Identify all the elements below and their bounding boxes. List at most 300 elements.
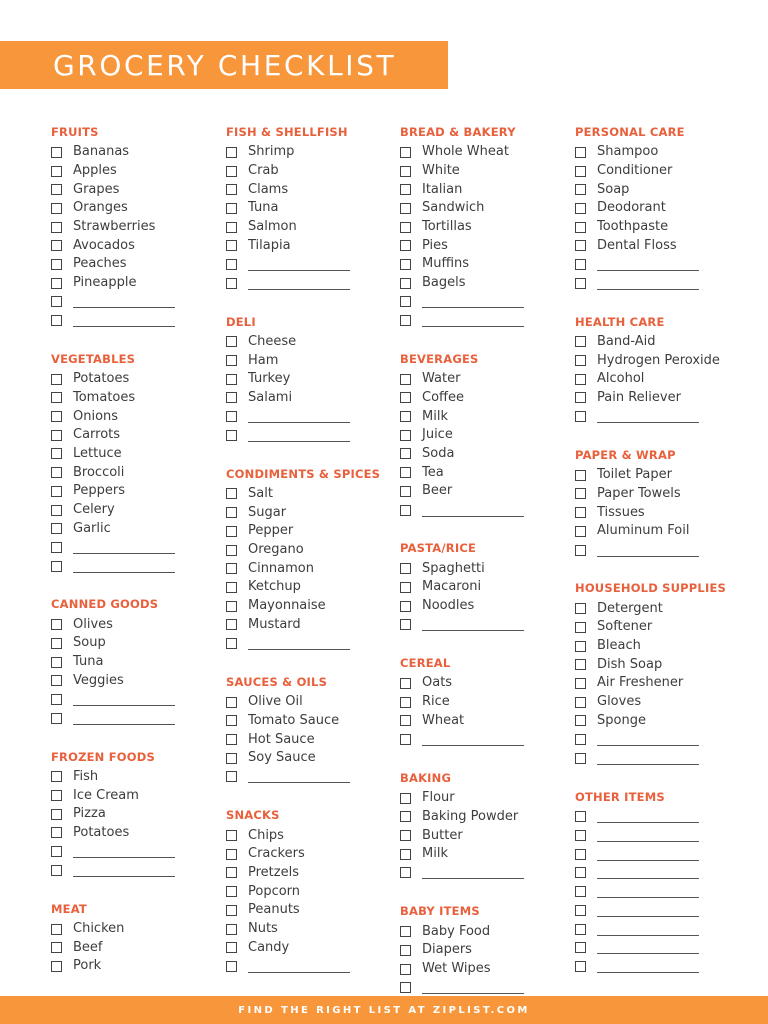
blank-checklist-item[interactable] <box>575 864 765 883</box>
checkbox[interactable] <box>51 430 62 441</box>
write-in-line[interactable] <box>597 935 699 936</box>
checkbox[interactable] <box>575 545 586 556</box>
checklist-item[interactable] <box>226 162 416 181</box>
checklist-item[interactable] <box>400 826 590 845</box>
checkbox[interactable] <box>226 336 237 347</box>
blank-checklist-item[interactable] <box>575 938 765 957</box>
checkbox[interactable] <box>575 203 586 214</box>
checkbox[interactable] <box>575 830 586 841</box>
checklist-item[interactable] <box>51 824 241 843</box>
checklist-item[interactable] <box>226 845 416 864</box>
write-in-line[interactable] <box>597 972 699 973</box>
checklist-item[interactable] <box>575 199 765 218</box>
checkbox[interactable] <box>575 697 586 708</box>
checklist-item[interactable] <box>51 501 241 520</box>
checkbox[interactable] <box>400 259 411 270</box>
checkbox[interactable] <box>226 222 237 233</box>
checkbox[interactable] <box>51 467 62 478</box>
checkbox[interactable] <box>51 222 62 233</box>
checklist-item[interactable] <box>226 485 416 504</box>
checklist-item[interactable] <box>400 845 590 864</box>
checklist-item[interactable] <box>575 693 765 712</box>
checklist-item[interactable] <box>400 789 590 808</box>
checklist-item[interactable] <box>575 162 765 181</box>
write-in-line[interactable] <box>422 516 524 517</box>
checkbox[interactable] <box>226 886 237 897</box>
checkbox[interactable] <box>226 278 237 289</box>
write-in-line[interactable] <box>597 878 699 879</box>
checkbox[interactable] <box>51 240 62 251</box>
checkbox[interactable] <box>575 507 586 518</box>
write-in-line[interactable] <box>597 289 699 290</box>
checkbox[interactable] <box>400 374 411 385</box>
write-in-line[interactable] <box>248 270 350 271</box>
checkbox[interactable] <box>51 619 62 630</box>
checkbox[interactable] <box>51 203 62 214</box>
checkbox[interactable] <box>51 411 62 422</box>
checkbox[interactable] <box>400 430 411 441</box>
checklist-item[interactable] <box>400 274 590 293</box>
write-in-line[interactable] <box>73 572 175 573</box>
checklist-item[interactable] <box>400 180 590 199</box>
checkbox[interactable] <box>51 924 62 935</box>
checklist-item[interactable] <box>575 351 765 370</box>
checkbox[interactable] <box>51 184 62 195</box>
write-in-line[interactable] <box>597 764 699 765</box>
checkbox[interactable] <box>575 488 586 499</box>
checklist-item[interactable] <box>226 578 416 597</box>
checkbox[interactable] <box>51 771 62 782</box>
checkbox[interactable] <box>226 545 237 556</box>
checkbox[interactable] <box>400 964 411 975</box>
write-in-line[interactable] <box>248 972 350 973</box>
checkbox[interactable] <box>51 448 62 459</box>
write-in-line[interactable] <box>248 422 350 423</box>
checklist-item[interactable] <box>575 712 765 731</box>
blank-checklist-item[interactable] <box>226 957 416 976</box>
checkbox[interactable] <box>226 638 237 649</box>
blank-checklist-item[interactable] <box>51 538 241 557</box>
checkbox[interactable] <box>400 315 411 326</box>
write-in-line[interactable] <box>422 745 524 746</box>
checklist-item[interactable] <box>400 426 590 445</box>
checkbox[interactable] <box>51 657 62 668</box>
checklist-item[interactable] <box>226 389 416 408</box>
checkbox[interactable] <box>51 259 62 270</box>
checkbox[interactable] <box>51 561 62 572</box>
checklist-item[interactable] <box>400 143 590 162</box>
checkbox[interactable] <box>400 811 411 822</box>
write-in-line[interactable] <box>73 326 175 327</box>
checkbox[interactable] <box>51 315 62 326</box>
checklist-item[interactable] <box>400 674 590 693</box>
checkbox[interactable] <box>226 734 237 745</box>
blank-checklist-item[interactable] <box>575 808 765 827</box>
checkbox[interactable] <box>400 697 411 708</box>
checklist-item[interactable] <box>226 693 416 712</box>
checkbox[interactable] <box>226 184 237 195</box>
checklist-item[interactable] <box>51 463 241 482</box>
checklist-item[interactable] <box>575 674 765 693</box>
checklist-item[interactable] <box>51 370 241 389</box>
checkbox[interactable] <box>226 905 237 916</box>
checklist-item[interactable] <box>51 805 241 824</box>
blank-checklist-item[interactable] <box>226 407 416 426</box>
checkbox[interactable] <box>400 296 411 307</box>
write-in-line[interactable] <box>248 441 350 442</box>
checkbox[interactable] <box>226 753 237 764</box>
blank-checklist-item[interactable] <box>226 634 416 653</box>
checkbox[interactable] <box>226 771 237 782</box>
checklist-item[interactable] <box>51 426 241 445</box>
checkbox[interactable] <box>400 945 411 956</box>
checkbox[interactable] <box>51 694 62 705</box>
checklist-item[interactable] <box>400 162 590 181</box>
checklist-item[interactable] <box>575 333 765 352</box>
checkbox[interactable] <box>400 982 411 993</box>
checklist-item[interactable] <box>51 180 241 199</box>
checklist-item[interactable] <box>226 826 416 845</box>
checklist-item[interactable] <box>226 522 416 541</box>
checkbox[interactable] <box>575 753 586 764</box>
blank-checklist-item[interactable] <box>51 690 241 709</box>
write-in-line[interactable] <box>73 705 175 706</box>
checklist-item[interactable] <box>400 578 590 597</box>
write-in-line[interactable] <box>422 878 524 879</box>
checklist-item[interactable] <box>51 957 241 976</box>
checkbox[interactable] <box>575 849 586 860</box>
checklist-item[interactable] <box>226 370 416 389</box>
checkbox[interactable] <box>226 715 237 726</box>
write-in-line[interactable] <box>248 782 350 783</box>
checklist-item[interactable] <box>400 712 590 731</box>
checklist-item[interactable] <box>226 730 416 749</box>
write-in-line[interactable] <box>597 745 699 746</box>
checkbox[interactable] <box>226 563 237 574</box>
checklist-item[interactable] <box>400 218 590 237</box>
checklist-item[interactable] <box>575 389 765 408</box>
checkbox[interactable] <box>51 713 62 724</box>
checklist-item[interactable] <box>51 615 241 634</box>
checkbox[interactable] <box>400 619 411 630</box>
checklist-item[interactable] <box>400 922 590 941</box>
checklist-item[interactable] <box>226 749 416 768</box>
write-in-line[interactable] <box>73 724 175 725</box>
write-in-line[interactable] <box>597 270 699 271</box>
blank-checklist-item[interactable] <box>400 978 590 997</box>
checkbox[interactable] <box>226 849 237 860</box>
checklist-item[interactable] <box>575 503 765 522</box>
checkbox[interactable] <box>226 147 237 158</box>
checkbox[interactable] <box>575 355 586 366</box>
write-in-line[interactable] <box>597 897 699 898</box>
checklist-item[interactable] <box>226 180 416 199</box>
checkbox[interactable] <box>400 222 411 233</box>
checklist-item[interactable] <box>575 218 765 237</box>
checklist-item[interactable] <box>51 786 241 805</box>
checkbox[interactable] <box>575 961 586 972</box>
checkbox[interactable] <box>575 259 586 270</box>
checklist-item[interactable] <box>226 882 416 901</box>
blank-checklist-item[interactable] <box>575 826 765 845</box>
checkbox[interactable] <box>51 827 62 838</box>
checkbox[interactable] <box>400 467 411 478</box>
checklist-item[interactable] <box>400 255 590 274</box>
checklist-item[interactable] <box>400 693 590 712</box>
checkbox[interactable] <box>226 392 237 403</box>
checklist-item[interactable] <box>226 938 416 957</box>
checkbox[interactable] <box>51 523 62 534</box>
checkbox[interactable] <box>51 392 62 403</box>
checkbox[interactable] <box>51 675 62 686</box>
checklist-item[interactable] <box>51 389 241 408</box>
write-in-line[interactable] <box>597 916 699 917</box>
checkbox[interactable] <box>226 942 237 953</box>
checkbox[interactable] <box>226 488 237 499</box>
blank-checklist-item[interactable] <box>51 311 241 330</box>
checkbox[interactable] <box>400 278 411 289</box>
checkbox[interactable] <box>400 601 411 612</box>
write-in-line[interactable] <box>597 422 699 423</box>
checkbox[interactable] <box>575 184 586 195</box>
write-in-line[interactable] <box>73 876 175 877</box>
checkbox[interactable] <box>226 355 237 366</box>
checkbox[interactable] <box>51 505 62 516</box>
checklist-item[interactable] <box>575 637 765 656</box>
checkbox[interactable] <box>575 526 586 537</box>
checkbox[interactable] <box>226 867 237 878</box>
checkbox[interactable] <box>400 486 411 497</box>
write-in-line[interactable] <box>597 841 699 842</box>
checklist-item[interactable] <box>575 236 765 255</box>
checklist-item[interactable] <box>575 618 765 637</box>
checkbox[interactable] <box>226 430 237 441</box>
checklist-item[interactable] <box>51 634 241 653</box>
write-in-line[interactable] <box>73 307 175 308</box>
checkbox[interactable] <box>575 886 586 897</box>
checkbox[interactable] <box>400 411 411 422</box>
checklist-item[interactable] <box>226 236 416 255</box>
checklist-item[interactable] <box>575 485 765 504</box>
write-in-line[interactable] <box>597 860 699 861</box>
checkbox[interactable] <box>400 392 411 403</box>
blank-checklist-item[interactable] <box>51 842 241 861</box>
checklist-item[interactable] <box>226 864 416 883</box>
checklist-item[interactable] <box>226 559 416 578</box>
checkbox[interactable] <box>575 924 586 935</box>
checklist-item[interactable] <box>51 162 241 181</box>
checklist-item[interactable] <box>226 199 416 218</box>
checklist-item[interactable] <box>400 370 590 389</box>
checkbox[interactable] <box>575 641 586 652</box>
checkbox[interactable] <box>226 507 237 518</box>
checkbox[interactable] <box>400 830 411 841</box>
blank-checklist-item[interactable] <box>575 541 765 560</box>
checklist-item[interactable] <box>575 599 765 618</box>
checkbox[interactable] <box>226 601 237 612</box>
blank-checklist-item[interactable] <box>400 864 590 883</box>
checklist-item[interactable] <box>51 255 241 274</box>
checkbox[interactable] <box>575 715 586 726</box>
checklist-item[interactable] <box>575 522 765 541</box>
checklist-item[interactable] <box>400 597 590 616</box>
blank-checklist-item[interactable] <box>51 709 241 728</box>
checkbox[interactable] <box>575 603 586 614</box>
checklist-item[interactable] <box>575 655 765 674</box>
checklist-item[interactable] <box>226 901 416 920</box>
write-in-line[interactable] <box>73 857 175 858</box>
checklist-item[interactable] <box>51 672 241 691</box>
checklist-item[interactable] <box>400 463 590 482</box>
blank-checklist-item[interactable] <box>575 407 765 426</box>
checklist-item[interactable] <box>51 274 241 293</box>
checklist-item[interactable] <box>51 482 241 501</box>
checkbox[interactable] <box>575 240 586 251</box>
checkbox[interactable] <box>226 526 237 537</box>
checkbox[interactable] <box>575 811 586 822</box>
checklist-item[interactable] <box>400 199 590 218</box>
checklist-item[interactable] <box>400 808 590 827</box>
checklist-item[interactable] <box>51 407 241 426</box>
checkbox[interactable] <box>51 846 62 857</box>
checkbox[interactable] <box>226 411 237 422</box>
write-in-line[interactable] <box>422 326 524 327</box>
checklist-item[interactable] <box>400 941 590 960</box>
checkbox[interactable] <box>51 542 62 553</box>
checklist-item[interactable] <box>226 333 416 352</box>
blank-checklist-item[interactable] <box>51 293 241 312</box>
checkbox[interactable] <box>400 678 411 689</box>
checkbox[interactable] <box>575 411 586 422</box>
checkbox[interactable] <box>575 392 586 403</box>
checklist-item[interactable] <box>226 712 416 731</box>
checklist-item[interactable] <box>575 466 765 485</box>
checkbox[interactable] <box>400 715 411 726</box>
blank-checklist-item[interactable] <box>575 845 765 864</box>
checkbox[interactable] <box>575 336 586 347</box>
checkbox[interactable] <box>400 849 411 860</box>
checkbox[interactable] <box>400 867 411 878</box>
checklist-item[interactable] <box>226 920 416 939</box>
checklist-item[interactable] <box>51 938 241 957</box>
checkbox[interactable] <box>575 942 586 953</box>
checkbox[interactable] <box>51 486 62 497</box>
checkbox[interactable] <box>400 563 411 574</box>
checklist-item[interactable] <box>400 389 590 408</box>
write-in-line[interactable] <box>422 630 524 631</box>
write-in-line[interactable] <box>597 822 699 823</box>
checkbox[interactable] <box>51 638 62 649</box>
write-in-line[interactable] <box>422 993 524 994</box>
checkbox[interactable] <box>575 278 586 289</box>
checklist-item[interactable] <box>51 519 241 538</box>
checkbox[interactable] <box>575 734 586 745</box>
checkbox[interactable] <box>400 203 411 214</box>
checklist-item[interactable] <box>51 445 241 464</box>
blank-checklist-item[interactable] <box>400 311 590 330</box>
blank-checklist-item[interactable] <box>400 501 590 520</box>
blank-checklist-item[interactable] <box>51 557 241 576</box>
checkbox[interactable] <box>51 147 62 158</box>
write-in-line[interactable] <box>248 289 350 290</box>
blank-checklist-item[interactable] <box>575 920 765 939</box>
checkbox[interactable] <box>575 678 586 689</box>
checklist-item[interactable] <box>226 615 416 634</box>
checkbox[interactable] <box>51 278 62 289</box>
checklist-item[interactable] <box>400 445 590 464</box>
checkbox[interactable] <box>51 809 62 820</box>
checklist-item[interactable] <box>575 143 765 162</box>
blank-checklist-item[interactable] <box>226 255 416 274</box>
checkbox[interactable] <box>226 582 237 593</box>
checklist-item[interactable] <box>51 920 241 939</box>
checklist-item[interactable] <box>226 503 416 522</box>
checkbox[interactable] <box>226 830 237 841</box>
checkbox[interactable] <box>400 147 411 158</box>
blank-checklist-item[interactable] <box>226 274 416 293</box>
blank-checklist-item[interactable] <box>575 749 765 768</box>
blank-checklist-item[interactable] <box>575 901 765 920</box>
checkbox[interactable] <box>226 924 237 935</box>
blank-checklist-item[interactable] <box>575 957 765 976</box>
checklist-item[interactable] <box>51 199 241 218</box>
checklist-item[interactable] <box>400 236 590 255</box>
checkbox[interactable] <box>226 619 237 630</box>
checkbox[interactable] <box>575 166 586 177</box>
checkbox[interactable] <box>51 961 62 972</box>
checkbox[interactable] <box>575 867 586 878</box>
checkbox[interactable] <box>575 622 586 633</box>
checklist-item[interactable] <box>226 351 416 370</box>
checklist-item[interactable] <box>400 559 590 578</box>
blank-checklist-item[interactable] <box>575 255 765 274</box>
checkbox[interactable] <box>400 240 411 251</box>
write-in-line[interactable] <box>597 953 699 954</box>
checkbox[interactable] <box>575 470 586 481</box>
write-in-line[interactable] <box>248 649 350 650</box>
checklist-item[interactable] <box>226 597 416 616</box>
checklist-item[interactable] <box>51 653 241 672</box>
blank-checklist-item[interactable] <box>400 615 590 634</box>
checkbox[interactable] <box>226 697 237 708</box>
checkbox[interactable] <box>51 790 62 801</box>
checkbox[interactable] <box>400 926 411 937</box>
blank-checklist-item[interactable] <box>575 882 765 901</box>
checkbox[interactable] <box>51 374 62 385</box>
checkbox[interactable] <box>226 203 237 214</box>
checklist-item[interactable] <box>226 218 416 237</box>
checkbox[interactable] <box>400 582 411 593</box>
write-in-line[interactable] <box>597 556 699 557</box>
checklist-item[interactable] <box>400 407 590 426</box>
checkbox[interactable] <box>400 793 411 804</box>
checklist-item[interactable] <box>51 768 241 787</box>
checklist-item[interactable] <box>575 180 765 199</box>
blank-checklist-item[interactable] <box>400 730 590 749</box>
checkbox[interactable] <box>400 448 411 459</box>
blank-checklist-item[interactable] <box>575 730 765 749</box>
checklist-item[interactable] <box>400 482 590 501</box>
checkbox[interactable] <box>226 166 237 177</box>
blank-checklist-item[interactable] <box>226 768 416 787</box>
checklist-item[interactable] <box>51 236 241 255</box>
checkbox[interactable] <box>400 505 411 516</box>
blank-checklist-item[interactable] <box>226 426 416 445</box>
checkbox[interactable] <box>575 659 586 670</box>
checklist-item[interactable] <box>51 218 241 237</box>
checkbox[interactable] <box>400 184 411 195</box>
checkbox[interactable] <box>226 240 237 251</box>
